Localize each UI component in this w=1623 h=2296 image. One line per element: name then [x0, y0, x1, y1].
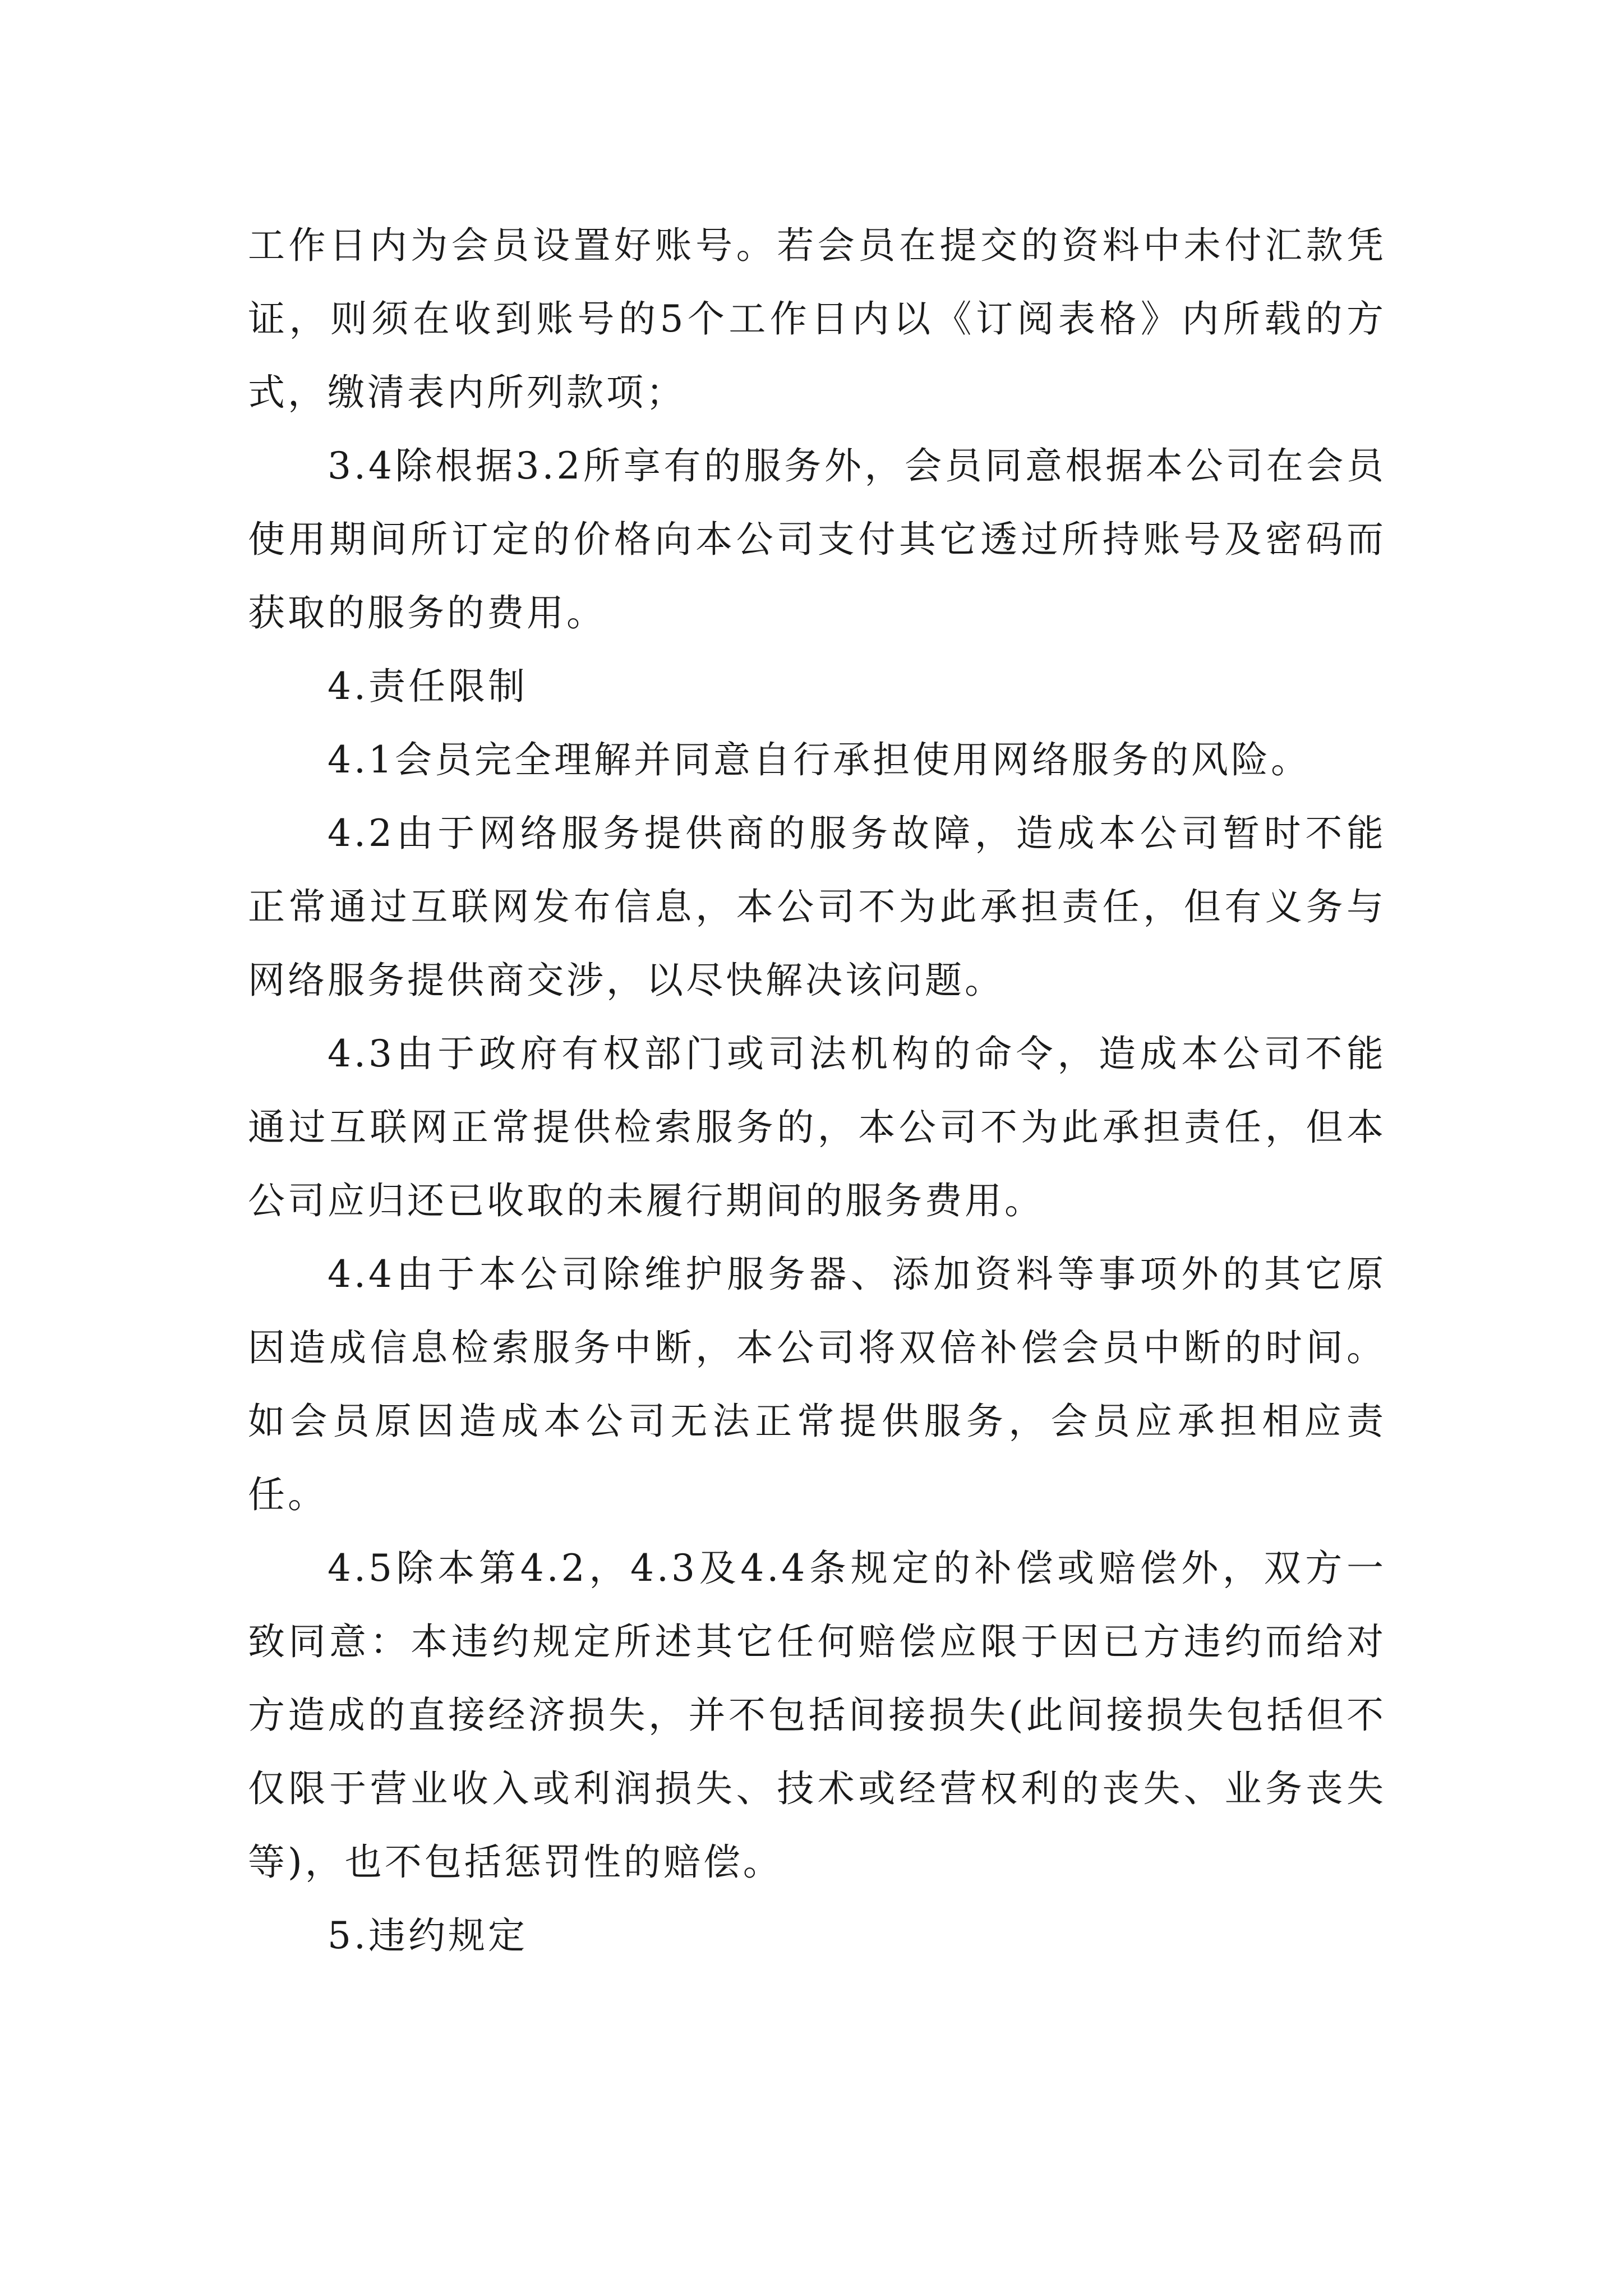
section-heading-liability-limits: 4.责任限制	[328, 665, 528, 708]
clause-4-2: 4.2由于网络服务提供商的服务故障，造成本公司暂时不能正常通过互联网发布信息，本公司不为此承担责任，但有义务与网络服务提供商交涉，以尽快解决该问题。	[248, 812, 1386, 1002]
clause-4-1: 4.1会员完全理解并同意自行承担使用网络服务的风险。	[328, 738, 1311, 781]
clause-4-3: 4.3由于政府有权部门或司法机构的命令，造成本公司不能通过互联网正常提供检索服务的，本公司不为此承担责任，但本公司应归还已收取的未履行期间的服务费用。	[248, 1032, 1386, 1222]
clause-3-4: 3.4除根据3.2所享有的服务外，会员同意根据本公司在会员使用期间所订定的价格向本公司支付其它透过所持账号及密码而获取的服务的费用。	[248, 444, 1386, 634]
clause-4-4: 4.4由于本公司除维护服务器、添加资料等事项外的其它原因造成信息检索服务中断，本公司将双倍补偿会员中断的时间。如会员原因造成本公司无法正常提供服务，会员应承担相应责任。	[248, 1253, 1386, 1516]
paragraph-account-setup: 工作日内为会员设置好账号。若会员在提交的资料中未付汇款凭证，则须在收到账号的5个工作日内以《订阅表格》内所载的方式，缴清表内所列款项；	[248, 224, 1386, 414]
document-body	[248, 209, 1386, 1972]
section-heading-breach-rules: 5.违约规定	[328, 1914, 528, 1957]
clause-4-5: 4.5除本第4.2，4.3及4.4条规定的补偿或赔偿外，双方一致同意：本违约规定所述其它任何赔偿应限于因已方违约而给对方造成的直接经济损失，并不包括间接损失(此间接损失包括但不仅限于营业收入或利润损失、技术或经营权利的丧失、业务丧失等)，也不包括惩罚性的赔偿。	[248, 1547, 1386, 1884]
